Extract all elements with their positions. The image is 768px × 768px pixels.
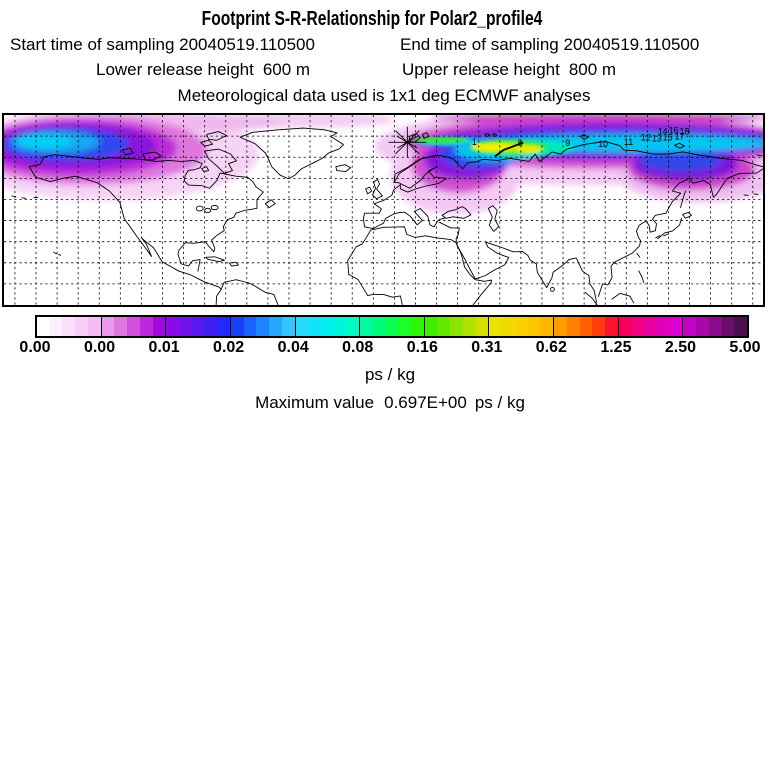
colorbar-segment	[359, 317, 424, 336]
plume-point-label: 16	[668, 125, 679, 136]
colorbar-cell	[580, 317, 593, 336]
plume-point-label: 18	[679, 126, 690, 137]
plume-point-label: 14	[657, 126, 668, 137]
colorbar-cell	[347, 317, 360, 336]
colorbar-cell	[127, 317, 140, 336]
end-time-label: End time of sampling	[400, 35, 559, 54]
colorbar-tick-label: 0.08	[342, 339, 374, 356]
colorbar-tick-label: 0.62	[535, 339, 567, 356]
colorbar-cell	[619, 317, 632, 336]
colorbar-cell	[140, 317, 153, 336]
lower-release-label: Lower release height	[96, 60, 254, 79]
plume-point-label: 10	[598, 139, 609, 150]
colorbar-tick-label: 0.04	[277, 339, 309, 356]
met-data-line: Meteorological data used is 1x1 deg ECMWF analyses	[177, 86, 591, 105]
upper-release-line	[402, 60, 616, 80]
end-time-value: 20040519.110500	[563, 35, 700, 54]
max-value-number: 0.697E+00	[384, 393, 467, 412]
colorbar-cell	[683, 317, 696, 336]
colorbar-cell	[360, 317, 373, 336]
colorbar-cell	[231, 317, 244, 336]
colorbar-tick-label: 0.01	[148, 339, 180, 356]
colorbar-segment	[618, 317, 683, 336]
colorbar-cell	[463, 317, 476, 336]
colorbar-segment	[682, 317, 747, 336]
plume-point-label: 8	[517, 138, 523, 149]
colorbar-cell	[554, 317, 567, 336]
world-map	[2, 113, 765, 307]
colorbar-tick-label: 0.02	[213, 339, 245, 356]
colorbar-segment	[165, 317, 230, 336]
colorbar-cell	[75, 317, 88, 336]
max-value-unit: ps / kg	[474, 393, 525, 412]
colorbar-cell	[37, 317, 50, 336]
colorbar-tick-label: 0.00	[19, 339, 51, 356]
colorbar-cell	[502, 317, 515, 336]
colorbar-cell	[592, 317, 605, 336]
plume-point-label: 13	[651, 133, 662, 144]
plume-point-label: 12	[640, 132, 651, 143]
colorbar-cell	[696, 317, 709, 336]
colorbar-cell	[605, 317, 618, 336]
colorbar-segment	[488, 317, 553, 336]
plume-point-label: 9	[565, 138, 571, 149]
colorbar-cell	[632, 317, 645, 336]
colorbar-cell	[256, 317, 269, 336]
colorbar-tick-label: 2.50	[664, 339, 697, 356]
colorbar-segment	[101, 317, 166, 336]
plume-point-label: 17	[674, 131, 685, 142]
colorbar-cell	[476, 317, 489, 336]
colorbar-segment	[295, 317, 360, 336]
colorbar-segment	[553, 317, 618, 336]
colorbar-cell	[179, 317, 192, 336]
colorbar	[35, 315, 749, 338]
colorbar-cell	[386, 317, 399, 336]
colorbar-cell	[62, 317, 75, 336]
colorbar-cell	[88, 317, 101, 336]
colorbar-cell	[644, 317, 657, 336]
colorbar-cell	[321, 317, 334, 336]
max-value-line	[35, 393, 745, 413]
colorbar-segment	[230, 317, 295, 336]
plume-point-label: 1	[471, 137, 477, 148]
colorbar-cell	[528, 317, 541, 336]
colorbar-tick-label: 1.25	[600, 339, 632, 356]
colorbar-tick-label: 0.00	[83, 339, 116, 356]
colorbar-cell	[244, 317, 257, 336]
colorbar-cell	[334, 317, 347, 336]
colorbar-cell	[450, 317, 463, 336]
colorbar-cell	[515, 317, 528, 336]
colorbar-cell	[153, 317, 166, 336]
colorbar-cell	[192, 317, 205, 336]
colorbar-cell	[204, 317, 217, 336]
world-map-svg	[4, 115, 763, 305]
start-time-value: 20040519.110500	[179, 35, 315, 54]
colorbar-cell	[296, 317, 309, 336]
colorbar-cell	[657, 317, 670, 336]
lower-release-value: 600 m	[262, 60, 311, 79]
colorbar-cell	[398, 317, 411, 336]
colorbar-cell	[734, 317, 747, 336]
colorbar-unit-label: ps / kg	[364, 365, 416, 384]
plume-point-label: 11	[623, 137, 634, 148]
colorbar-cell	[567, 317, 580, 336]
colorbar-cell	[425, 317, 438, 336]
plot-title: Footprint S-R-Relationship for Polar2_profile4	[201, 8, 543, 30]
colorbar-cell	[308, 317, 321, 336]
colorbar-cell	[411, 317, 424, 336]
colorbar-tick-label: 5.00	[729, 339, 761, 356]
upper-release-label: Upper release height	[402, 60, 560, 79]
colorbar-cell	[114, 317, 127, 336]
colorbar-cell	[102, 317, 115, 336]
colorbar-tick-label: 0.31	[471, 339, 503, 356]
colorbar-segment	[424, 317, 489, 336]
start-time-label: Start time of sampling	[10, 35, 175, 54]
start-time-line	[10, 35, 315, 55]
colorbar-cell	[282, 317, 295, 336]
colorbar-cell	[166, 317, 179, 336]
colorbar-cell	[709, 317, 722, 336]
colorbar-cell	[373, 317, 386, 336]
colorbar-cell	[217, 317, 230, 336]
colorbar-cell	[50, 317, 63, 336]
lower-release-line	[96, 60, 310, 80]
end-time-line	[400, 35, 699, 55]
colorbar-cell	[540, 317, 553, 336]
colorbar-tick-labels	[19, 339, 761, 357]
colorbar-cell	[722, 317, 735, 336]
max-value-label: Maximum value	[255, 393, 375, 412]
colorbar-cell	[489, 317, 502, 336]
colorbar-cell	[670, 317, 683, 336]
upper-release-value: 800 m	[568, 60, 617, 79]
plume-point-label: 15	[662, 132, 673, 143]
colorbar-cell	[269, 317, 282, 336]
colorbar-tick-label: 0.16	[406, 339, 438, 356]
colorbar-cell	[438, 317, 451, 336]
colorbar-segment	[37, 317, 101, 336]
